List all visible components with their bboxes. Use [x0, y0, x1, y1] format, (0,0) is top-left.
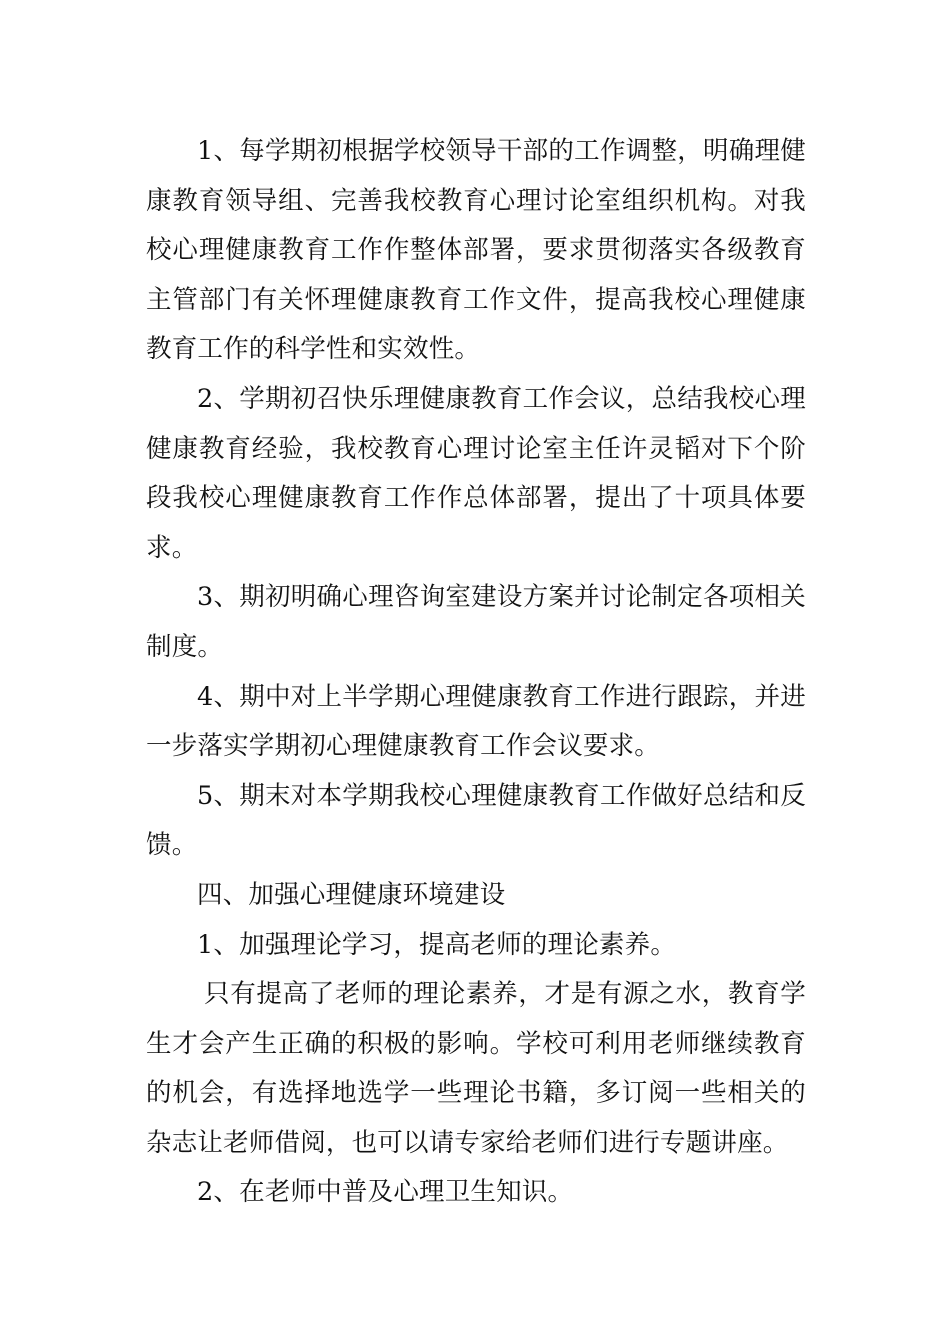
paragraph-item-2: 2、学期初召快乐理健康教育工作会议，总结我校心理健康教育经验，我校教育心理讨论室主任许灵韬对下个阶段我校心理健康教育工作作总体部署，提出了十项具体要求。: [146, 383, 806, 563]
paragraph-item-4: 4、期中对上半学期心理健康教育工作进行跟踪，并进一步落实学期初心理健康教育工作会议要求。: [146, 681, 806, 762]
paragraph-item-3: 3、期初明确心理咨询室建设方案并讨论制定各项相关制度。: [146, 582, 806, 662]
paragraph-item-1: 1、每学期初根据学校领导干部的工作调整，明确理健康教育领导组、完善我校教育心理讨论室组织机构。对我校心理健康教育工作作整体部署，要求贯彻落实各级教育主管部门有关怀理健康教育工作文件，提高我校心理健康教育工作的科学性和实效性。: [146, 136, 806, 365]
paragraph-theory-body: 只有提高了老师的理论素养，才是有源之水，教育学生才会产生正确的积极的影响。学校可利用老师继续教育的机会，有选择地选学一些理论书籍，多订阅一些相关的杂志让老师借阅，也可以请专家给老师们进行专题讲座。: [146, 979, 806, 1158]
section-heading-four: 四、加强心理健康环境建设: [197, 879, 506, 910]
document-body: [146, 127, 806, 1218]
paragraph-item-5: 5、期末对本学期我校心理健康教育工作做好总结和反馈。: [146, 780, 806, 861]
subsection-heading-theory: 1、加强理论学习，提高老师的理论素养。: [197, 929, 677, 960]
subsection-heading-hygiene: 2、在老师中普及心理卫生知识。: [197, 1177, 574, 1208]
